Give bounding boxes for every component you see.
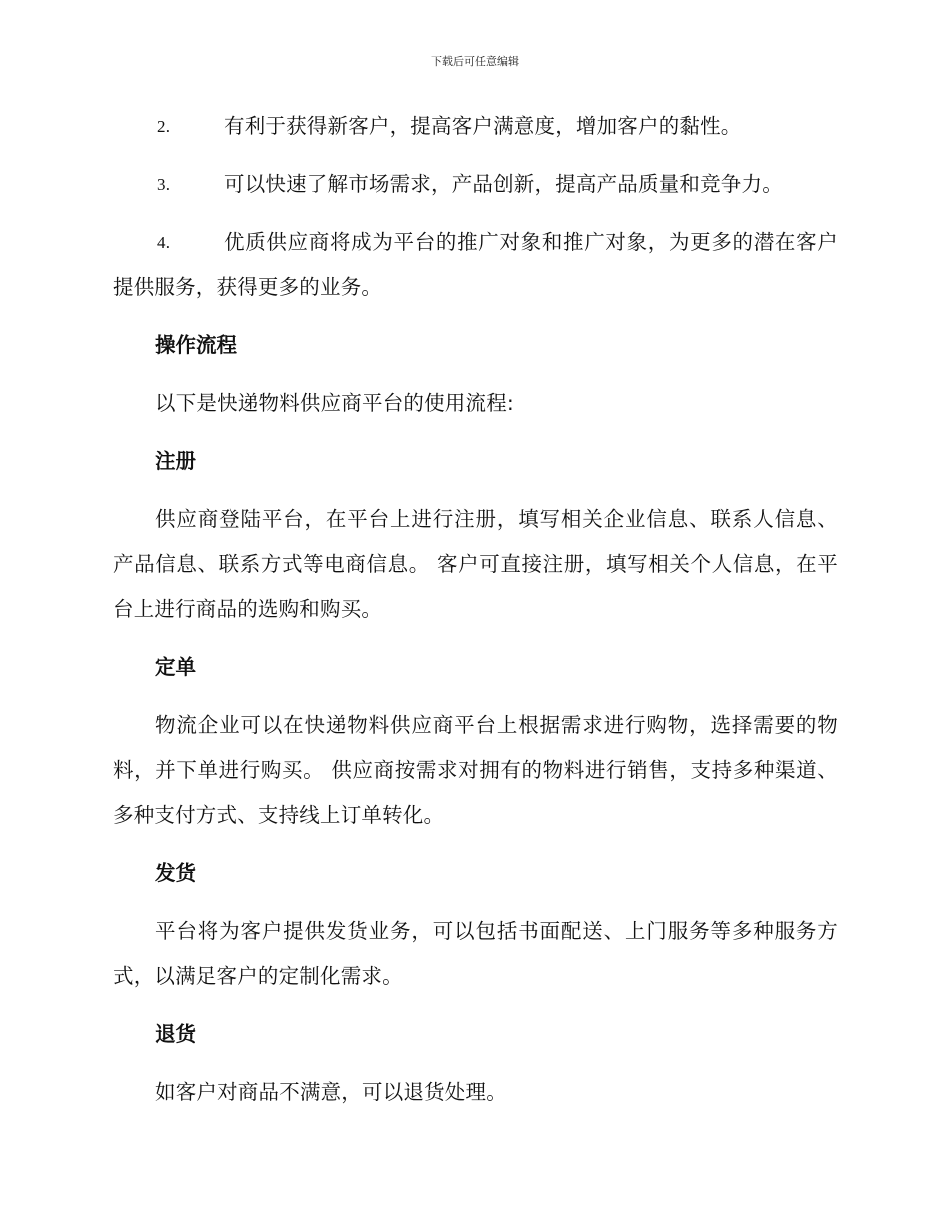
heading-order: 定单 (155, 655, 196, 679)
list-item-4 (113, 220, 838, 310)
list-item-3 (113, 162, 838, 207)
list-text: 有利于获得新客户，提高客户满意度，增加客户的黏性。 (224, 114, 742, 138)
process-intro: 以下是快递物料供应商平台的使用流程: (155, 391, 515, 415)
list-text: 优质供应商将成为平台的推广对象和推广对象，为更多的潜在客户提供服务，获得更多的业务。 (113, 230, 838, 299)
page-header: 下载后可任意编辑 (431, 55, 519, 68)
document-body (113, 104, 838, 1128)
list-item-2 (113, 104, 838, 149)
list-number: 4. (157, 233, 171, 252)
heading-register: 注册 (155, 449, 196, 473)
heading-return: 退货 (155, 1022, 196, 1046)
register-paragraph: 供应商登陆平台，在平台上进行注册，填写相关企业信息、联系人信息、产品信息、联系方式等电商信息。 客户可直接注册，填写相关个人信息，在平台上进行商品的选购和购买。 (113, 507, 838, 621)
return-paragraph: 如客户对商品不满意，可以退货处理。 (155, 1080, 507, 1104)
order-paragraph: 物流企业可以在快递物料供应商平台上根据需求进行购物，选择需要的物料，并下单进行购买。 供应商按需求对拥有的物料进行销售，支持多种渠道、多种支付方式、支持线上订单转化。 (113, 713, 838, 827)
heading-ship: 发货 (155, 861, 196, 885)
heading-process: 操作流程 (155, 333, 237, 357)
ship-paragraph: 平台将为客户提供发货业务，可以包括书面配送、上门服务等多种服务方式，以满足客户的定制化需求。 (113, 919, 838, 988)
list-number: 2. (157, 117, 171, 136)
list-text: 可以快速了解市场需求，产品创新，提高产品质量和竞争力。 (224, 172, 783, 196)
list-number: 3. (157, 175, 171, 194)
